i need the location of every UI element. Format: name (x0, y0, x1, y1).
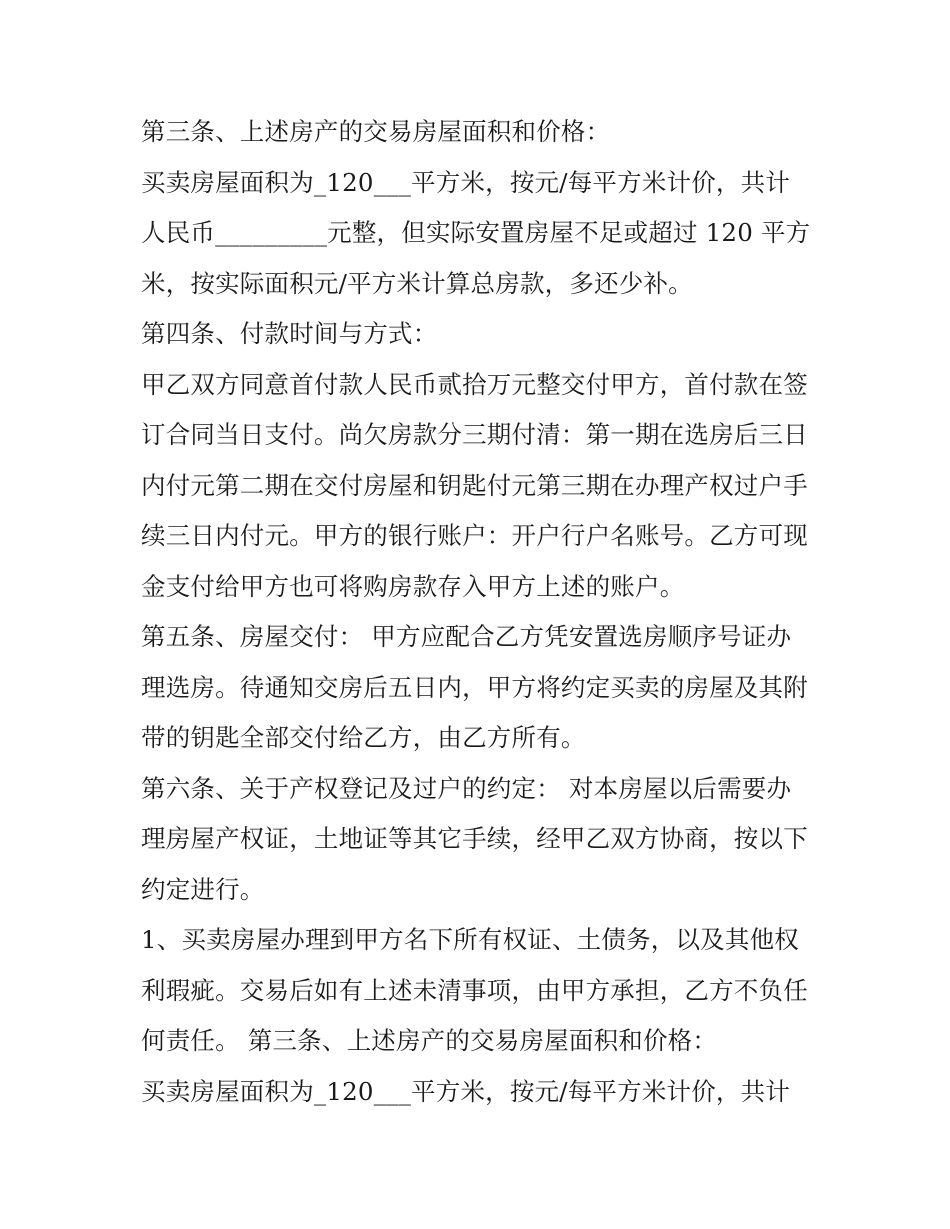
text-line: 金支付给甲方也可将购房款存入甲方上述的账户。 (141, 571, 685, 601)
text-line: 约定进行。 (141, 874, 265, 904)
text-line: 第五条、房屋交付： 甲方应配合乙方凭安置选房顺序号证办 (141, 622, 792, 651)
text-line: 第三条、上述房产的交易房屋面积和价格： (141, 117, 611, 146)
text-line: 利瑕疵。交易后如有上述未清事项，由甲方承担，乙方不负任 (141, 975, 808, 1005)
text-line: 甲乙双方同意首付款人民币贰拾万元整交付甲方，首付款在签 (141, 369, 808, 399)
text-line: 人民币_________元整，但实际安置房屋不足或超过 120 平方 (141, 218, 811, 247)
text-line: 1、买卖房屋办理到甲方名下所有权证、土债务，以及其他权 (141, 925, 799, 954)
text-line: 理选房。待通知交房后五日内，甲方将约定买卖的房屋及其附 (141, 672, 808, 702)
text-line: 买卖房屋面积为_120___平方米，按元/每平方米计价，共计 (141, 167, 791, 197)
contract-body (141, 107, 821, 1117)
text-line: 续三日内付元。甲方的银行账户：开户行户名账号。乙方可现 (141, 521, 808, 550)
text-line: 订合同当日支付。尚欠房款分三期付清：第一期在选房后三日 (141, 420, 808, 449)
text-line: 第四条、付款时间与方式： (141, 319, 438, 348)
text-line: 理房屋产权证，土地证等其它手续，经甲乙双方协商，按以下 (141, 824, 808, 853)
text-line: 买卖房屋面积为_120___平方米，按元/每平方米计价，共计 (141, 1076, 791, 1106)
text-line: 何责任。 第三条、上述房产的交易房屋面积和价格： (141, 1026, 718, 1055)
text-line: 带的钥匙全部交付给乙方，由乙方所有。 (141, 723, 586, 752)
text-line: 第六条、关于产权登记及过户的约定： 对本房屋以后需要办 (141, 773, 792, 803)
text-line: 内付元第二期在交付房屋和钥匙付元第三期在办理产权过户手 (141, 470, 808, 500)
text-line: 米，按实际面积元/平方米计算总房款，多还少补。 (141, 268, 693, 298)
